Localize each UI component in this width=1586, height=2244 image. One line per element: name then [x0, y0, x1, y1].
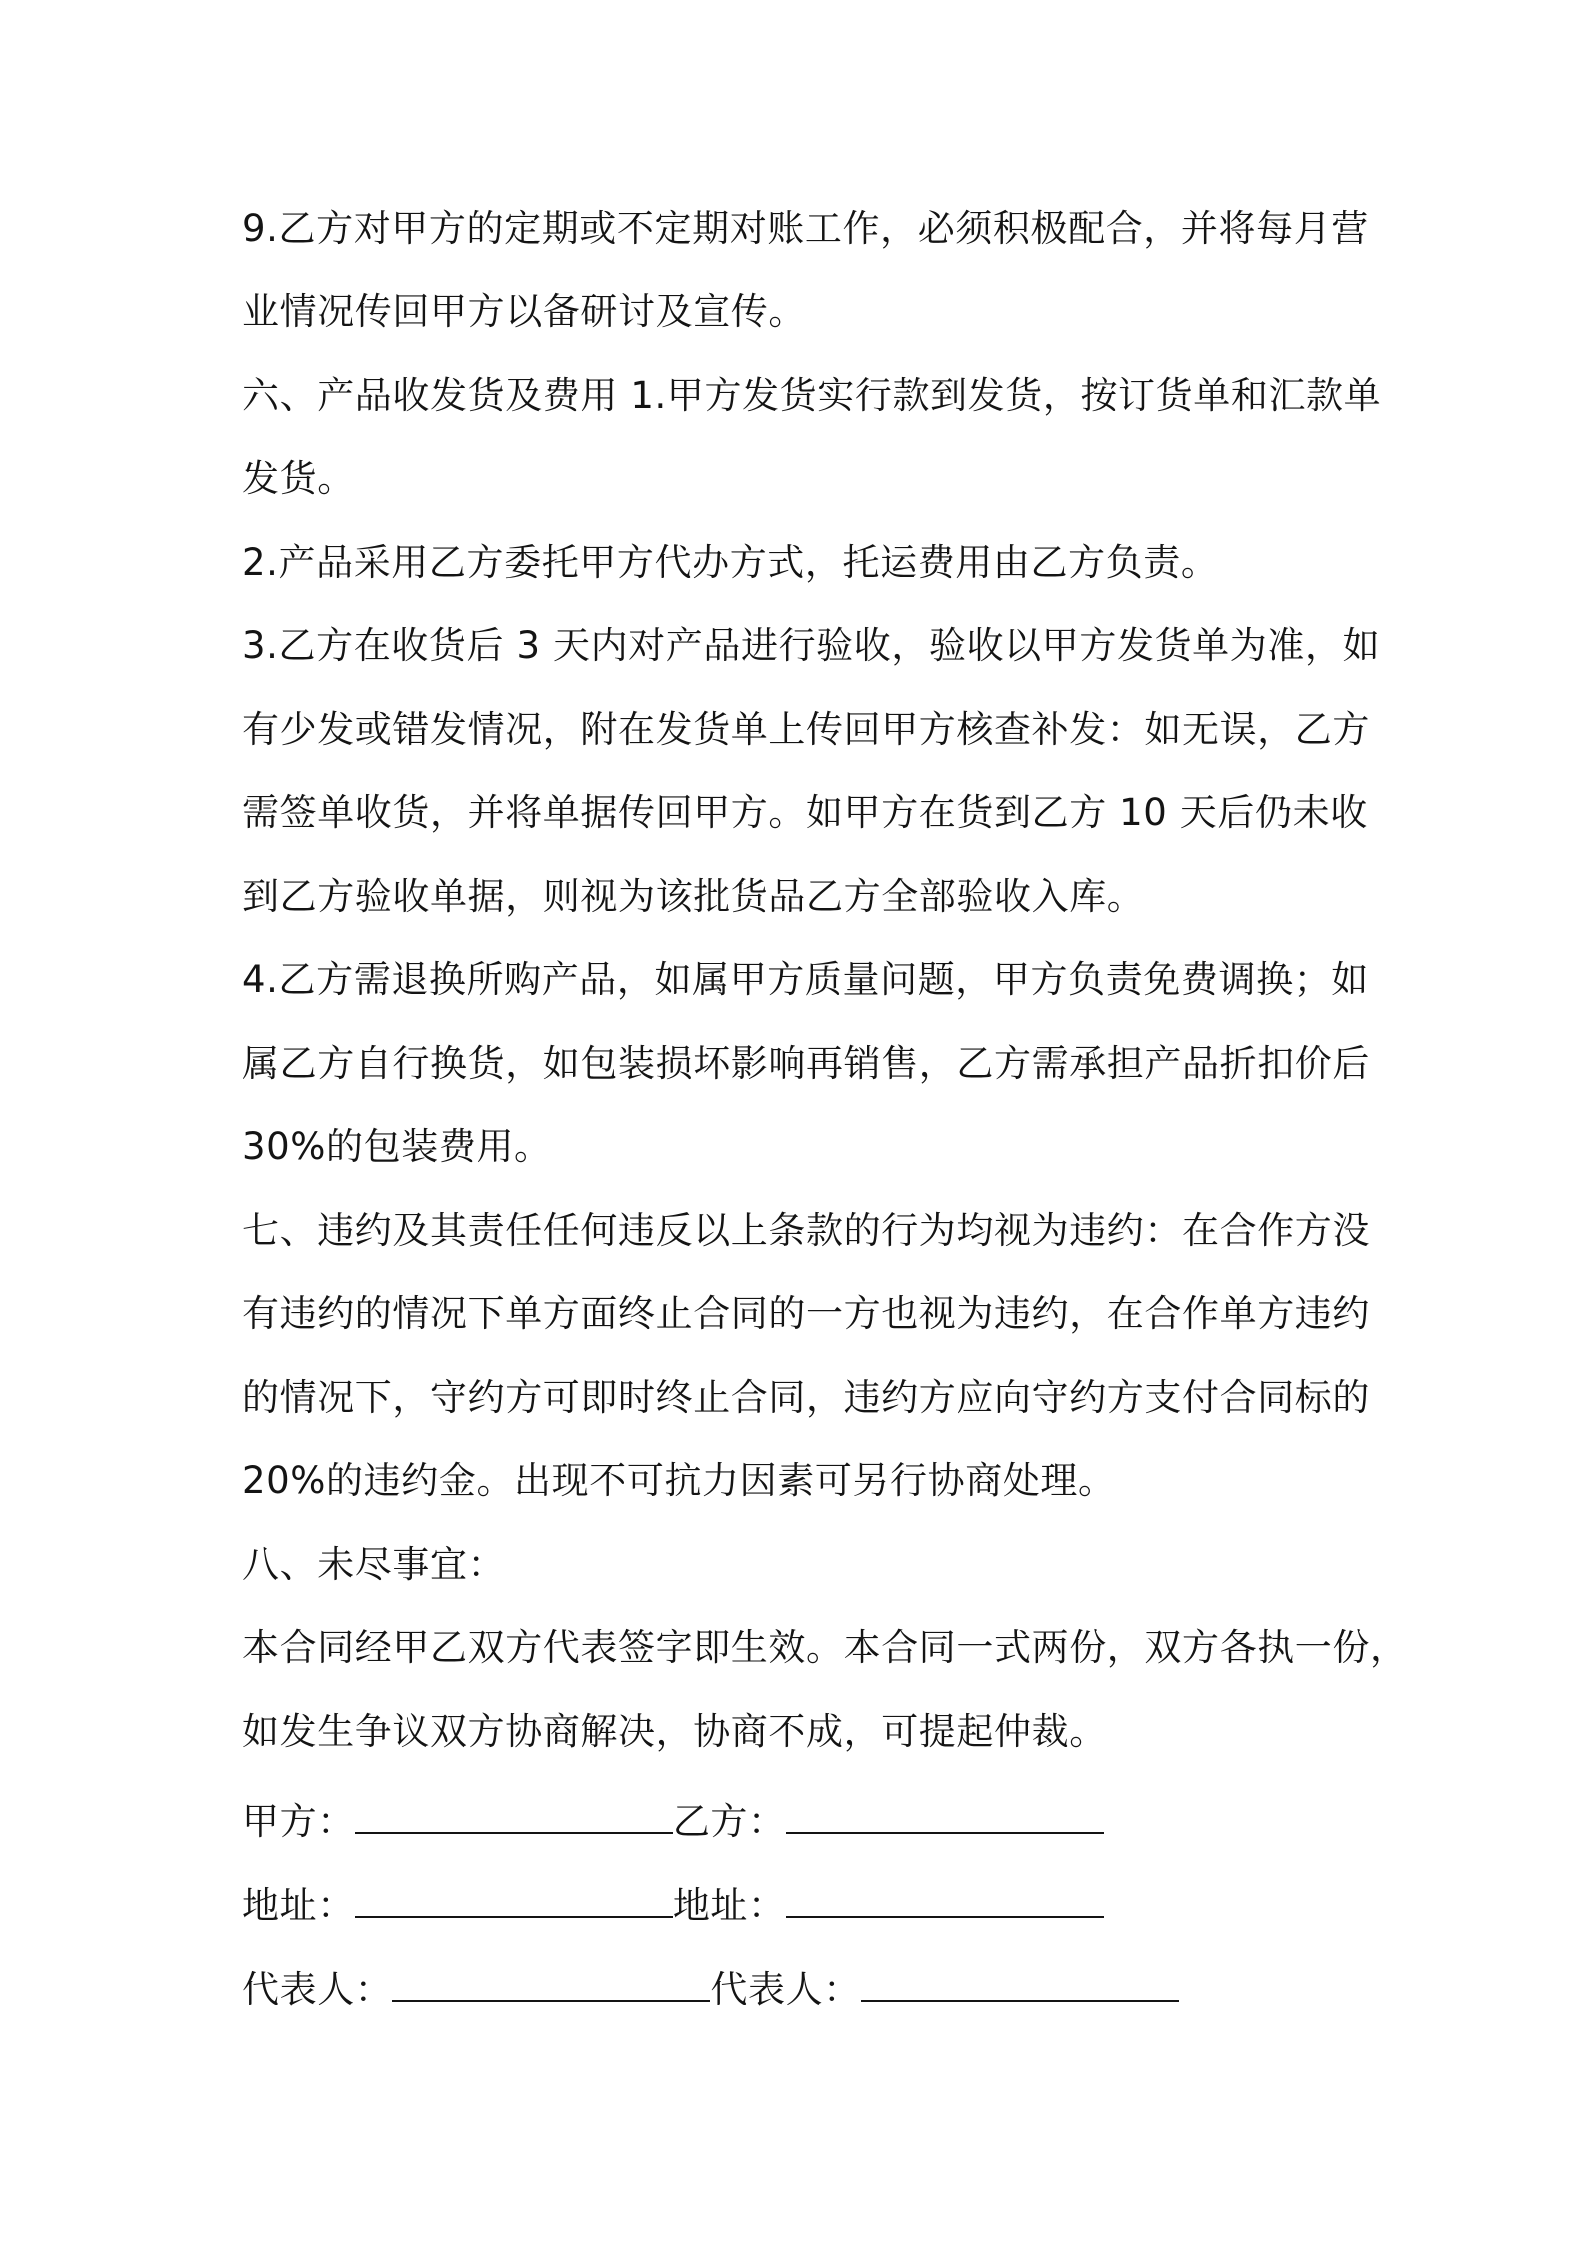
paragraph-line: 属乙方自行换货，如包装损坏影响再销售，乙方需承担产品折扣价后 — [242, 1042, 1370, 1085]
paragraph-line: 需签单收货，并将单据传回甲方。如甲方在货到乙方 10 天后仍未收 — [242, 791, 1368, 834]
paragraph-line: 本合同经甲乙双方代表签字即生效。本合同一式两份，双方各执一份， — [242, 1626, 1408, 1669]
party-b-label: 乙方： — [672, 1800, 786, 1843]
representative-a-label: 代表人： — [242, 1968, 393, 2011]
party-b-blank — [786, 1798, 1104, 1834]
paragraph-line: 业情况传回甲方以备研讨及宣传。 — [242, 290, 806, 333]
section-heading-line: 六、产品收发货及费用 1.甲方发货实行款到发货，按订货单和汇款单 — [242, 374, 1382, 417]
paragraph-line: 2.产品采用乙方委托甲方代办方式，托运费用由乙方负责。 — [242, 541, 1219, 584]
representative-a-blank — [392, 1966, 710, 2002]
section-heading-line: 七、违约及其责任任何违反以上条款的行为均视为违约：在合作方没 — [242, 1209, 1370, 1252]
signature-address-row — [242, 1882, 1104, 1929]
paragraph-line: 9.乙方对甲方的定期或不定期对账工作，必须积极配合，并将每月营 — [242, 207, 1369, 250]
paragraph-line: 3.乙方在收货后 3 天内对产品进行验收，验收以甲方发货单为准，如 — [242, 624, 1381, 667]
paragraph-line: 30%的包装费用。 — [242, 1125, 552, 1168]
section-heading-line: 八、未尽事宜： — [242, 1543, 506, 1586]
party-a-label: 甲方： — [242, 1800, 355, 1843]
paragraph-line: 如发生争议双方协商解决，协商不成，可提起仲裁。 — [242, 1710, 1107, 1753]
signature-representative-row — [242, 1966, 1179, 2013]
paragraph-line: 到乙方验收单据，则视为该批货品乙方全部验收入库。 — [242, 875, 1145, 918]
paragraph-line: 4.乙方需退换所购产品，如属甲方质量问题，甲方负责免费调换；如 — [242, 958, 1369, 1001]
paragraph-line: 发货。 — [242, 457, 355, 500]
representative-b-blank — [861, 1966, 1179, 2002]
paragraph-line: 20%的违约金。出现不可抗力因素可另行协商处理。 — [242, 1459, 1116, 1502]
paragraph-line: 有少发或错发情况，附在发货单上传回甲方核查补发：如无误，乙方 — [242, 708, 1370, 751]
address-b-label: 地址： — [672, 1884, 786, 1927]
address-a-blank — [355, 1882, 673, 1918]
address-a-label: 地址： — [242, 1884, 355, 1927]
representative-b-label: 代表人： — [710, 1968, 861, 2011]
paragraph-line: 有违约的情况下单方面终止合同的一方也视为违约，在合作单方违约 — [242, 1292, 1370, 1335]
signature-party-row — [242, 1798, 1104, 1845]
party-a-blank — [355, 1798, 673, 1834]
paragraph-line: 的情况下，守约方可即时终止合同，违约方应向守约方支付合同标的 — [242, 1376, 1370, 1419]
address-b-blank — [786, 1882, 1104, 1918]
